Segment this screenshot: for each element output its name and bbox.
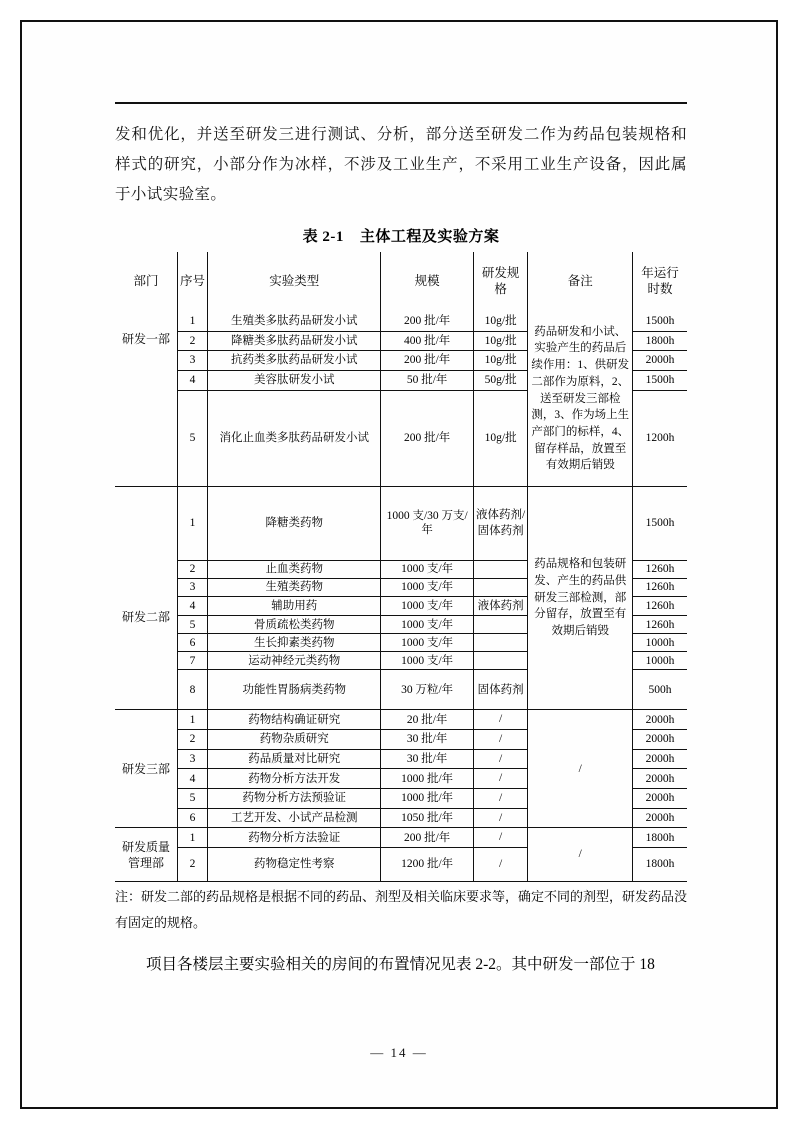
- cell-scale: 200 批/年: [381, 390, 474, 486]
- cell-scale: 50 批/年: [381, 371, 474, 391]
- cell-note: 药品研发和小试、实验产生的药品后续作用：1、供研发二部作为原料，2、送至研发三部检测，3、作为场上生产部门的标样，4、留存样品，放置至有效期后销毁: [528, 312, 633, 486]
- cell-annual-hours: 1500h: [633, 371, 687, 391]
- cell-annual-hours: 1260h: [633, 616, 687, 634]
- table-caption: [115, 225, 687, 246]
- table-footnote: 注：研发二部的药品规格是根据不同的药品、剂型及相关临床要求等，确定不同的剂型，研发药品没有固定的规格。: [115, 889, 688, 931]
- cell-spec: [473, 634, 527, 652]
- col-header-hours: 年运行时数: [633, 252, 687, 312]
- cell-experiment-type: 药物稳定性考察: [208, 848, 381, 882]
- cell-no: 5: [177, 616, 207, 634]
- cell-no: 5: [177, 789, 207, 809]
- cell-experiment-type: 药物杂质研究: [208, 730, 381, 750]
- cell-note: /: [528, 710, 633, 828]
- cell-no: 2: [177, 560, 207, 578]
- col-header-type: 实验类型: [208, 252, 381, 312]
- col-header-spec: 研发规格: [473, 252, 527, 312]
- cell-experiment-type: 生长抑素类药物: [208, 634, 381, 652]
- cell-spec: 10g/批: [473, 331, 527, 351]
- cell-no: 5: [177, 390, 207, 486]
- cell-scale: 200 批/年: [381, 828, 474, 848]
- cell-spec: /: [473, 848, 527, 882]
- cell-scale: 1000 支/年: [381, 578, 474, 596]
- cell-experiment-type: 骨质疏松类药物: [208, 616, 381, 634]
- cell-scale: 200 批/年: [381, 351, 474, 371]
- cell-scale: 1200 批/年: [381, 848, 474, 882]
- cell-experiment-type: 止血类药物: [208, 560, 381, 578]
- cell-experiment-type: 生殖类多肽药品研发小试: [208, 312, 381, 331]
- cell-scale: 400 批/年: [381, 331, 474, 351]
- cell-annual-hours: 1200h: [633, 390, 687, 486]
- cell-no: 1: [177, 710, 207, 730]
- cell-scale: 1000 支/年: [381, 560, 474, 578]
- cell-experiment-type: 辅助用药: [208, 596, 381, 616]
- cell-spec: 10g/批: [473, 351, 527, 371]
- cell-annual-hours: 500h: [633, 670, 687, 710]
- cell-experiment-type: 药物分析方法验证: [208, 828, 381, 848]
- table-header-row: [115, 252, 687, 312]
- cell-scale: 1000 支/年: [381, 652, 474, 670]
- cell-spec: /: [473, 730, 527, 750]
- cell-no: 7: [177, 652, 207, 670]
- cell-scale: 30 批/年: [381, 749, 474, 769]
- cell-spec: 液体药剂/固体药剂: [473, 486, 527, 560]
- cell-annual-hours: 1500h: [633, 486, 687, 560]
- cell-annual-hours: 1260h: [633, 578, 687, 596]
- cell-annual-hours: 1000h: [633, 634, 687, 652]
- cell-annual-hours: 1260h: [633, 596, 687, 616]
- cell-scale: 20 批/年: [381, 710, 474, 730]
- cell-spec: /: [473, 828, 527, 848]
- cell-spec: 固体药剂: [473, 670, 527, 710]
- cell-spec: /: [473, 769, 527, 789]
- cell-experiment-type: 药品质量对比研究: [208, 749, 381, 769]
- cell-annual-hours: 1260h: [633, 560, 687, 578]
- cell-no: 4: [177, 596, 207, 616]
- cell-scale: 1000 支/年: [381, 634, 474, 652]
- cell-no: 4: [177, 371, 207, 391]
- cell-experiment-type: 药物分析方法开发: [208, 769, 381, 789]
- cell-experiment-type: 美容肽研发小试: [208, 371, 381, 391]
- cell-no: 1: [177, 828, 207, 848]
- table-body: [115, 312, 687, 882]
- cell-spec: [473, 578, 527, 596]
- cell-annual-hours: 1800h: [633, 331, 687, 351]
- cell-scale: 1000 批/年: [381, 769, 474, 789]
- cell-no: 2: [177, 730, 207, 750]
- cell-spec: 10g/批: [473, 390, 527, 486]
- cell-spec: /: [473, 789, 527, 809]
- cell-annual-hours: 1800h: [633, 848, 687, 882]
- cell-experiment-type: 运动神经元类药物: [208, 652, 381, 670]
- cell-annual-hours: 2000h: [633, 749, 687, 769]
- cell-experiment-type: 工艺开发、小试产品检测: [208, 808, 381, 828]
- cell-scale: 30 批/年: [381, 730, 474, 750]
- cell-experiment-type: 生殖类药物: [208, 578, 381, 596]
- cell-experiment-type: 降糖类药物: [208, 486, 381, 560]
- cell-annual-hours: 2000h: [633, 710, 687, 730]
- col-header-dept: 部门: [115, 252, 177, 312]
- cell-experiment-type: 消化止血类多肽药品研发小试: [208, 390, 381, 486]
- cell-spec: /: [473, 749, 527, 769]
- cell-annual-hours: 2000h: [633, 730, 687, 750]
- cell-experiment-type: 降糖类多肽药品研发小试: [208, 331, 381, 351]
- cell-scale: 1000 支/年: [381, 616, 474, 634]
- cell-no: 1: [177, 486, 207, 560]
- table-row: [115, 486, 687, 560]
- col-header-scale: 规模: [381, 252, 474, 312]
- cell-scale: 1000 支/年: [381, 596, 474, 616]
- table-caption-title: 主体工程及实验方案: [359, 229, 500, 245]
- cell-no: 6: [177, 808, 207, 828]
- cell-spec: /: [473, 808, 527, 828]
- dept-name-cell: 研发二部: [115, 486, 177, 710]
- cell-no: 3: [177, 351, 207, 371]
- scanned-page-frame: [20, 20, 778, 1109]
- cell-annual-hours: 2000h: [633, 789, 687, 809]
- cell-note: /: [528, 828, 633, 882]
- cell-scale: 1000 批/年: [381, 789, 474, 809]
- main-data-table: [115, 252, 687, 882]
- cell-spec: 液体药剂: [473, 596, 527, 616]
- col-header-no: 序号: [177, 252, 207, 312]
- cell-spec: [473, 560, 527, 578]
- cell-experiment-type: 药物结构确证研究: [208, 710, 381, 730]
- cell-no: 3: [177, 749, 207, 769]
- table-row: [115, 710, 687, 730]
- cell-spec: /: [473, 710, 527, 730]
- cell-experiment-type: 功能性胃肠病类药物: [208, 670, 381, 710]
- cell-annual-hours: 1000h: [633, 652, 687, 670]
- cell-spec: [473, 616, 527, 634]
- cell-spec: 10g/批: [473, 312, 527, 331]
- cell-spec: [473, 652, 527, 670]
- cell-spec: 50g/批: [473, 371, 527, 391]
- bottom-paragraph: 项目各楼层主要实验相关的房间的布置情况见表 2-2。其中研发一部位于 18: [146, 956, 655, 974]
- cell-scale: 1000 支/30 万支/年: [381, 486, 474, 560]
- cell-no: 3: [177, 578, 207, 596]
- cell-annual-hours: 2000h: [633, 769, 687, 789]
- top-horizontal-rule: [115, 102, 687, 104]
- col-header-note: 备注: [528, 252, 633, 312]
- cell-experiment-type: 药物分析方法预验证: [208, 789, 381, 809]
- cell-annual-hours: 1500h: [633, 312, 687, 331]
- cell-no: 4: [177, 769, 207, 789]
- dept-name-cell: 研发质量管理部: [115, 828, 177, 882]
- top-paragraph: 发和优化，并送至研发三进行测试、分析，部分送至研发二作为药品包装规格和样式的研究，小部分作为冰样，不涉及工业生产，不采用工业生产设备，因此属于小试实验室。: [115, 125, 687, 203]
- dept-name-cell: 研发三部: [115, 710, 177, 828]
- table-row: [115, 312, 687, 331]
- cell-scale: 30 万粒/年: [381, 670, 474, 710]
- page-content-area: [115, 102, 687, 1042]
- cell-no: 6: [177, 634, 207, 652]
- cell-annual-hours: 1800h: [633, 828, 687, 848]
- page-number: — 14 —: [370, 1045, 428, 1060]
- table-caption-number: 表 2-1: [302, 229, 344, 245]
- cell-no: 2: [177, 848, 207, 882]
- table-row: [115, 828, 687, 848]
- dept-name-cell: 研发一部: [115, 312, 177, 486]
- cell-no: 2: [177, 331, 207, 351]
- cell-no: 1: [177, 312, 207, 331]
- cell-scale: 1050 批/年: [381, 808, 474, 828]
- cell-no: 8: [177, 670, 207, 710]
- cell-annual-hours: 2000h: [633, 808, 687, 828]
- cell-annual-hours: 2000h: [633, 351, 687, 371]
- cell-scale: 200 批/年: [381, 312, 474, 331]
- cell-note: 药品规格和包装研发、产生的药品供研发三部检测，部分留存，放置至有效期后销毁: [528, 486, 633, 710]
- cell-experiment-type: 抗药类多肽药品研发小试: [208, 351, 381, 371]
